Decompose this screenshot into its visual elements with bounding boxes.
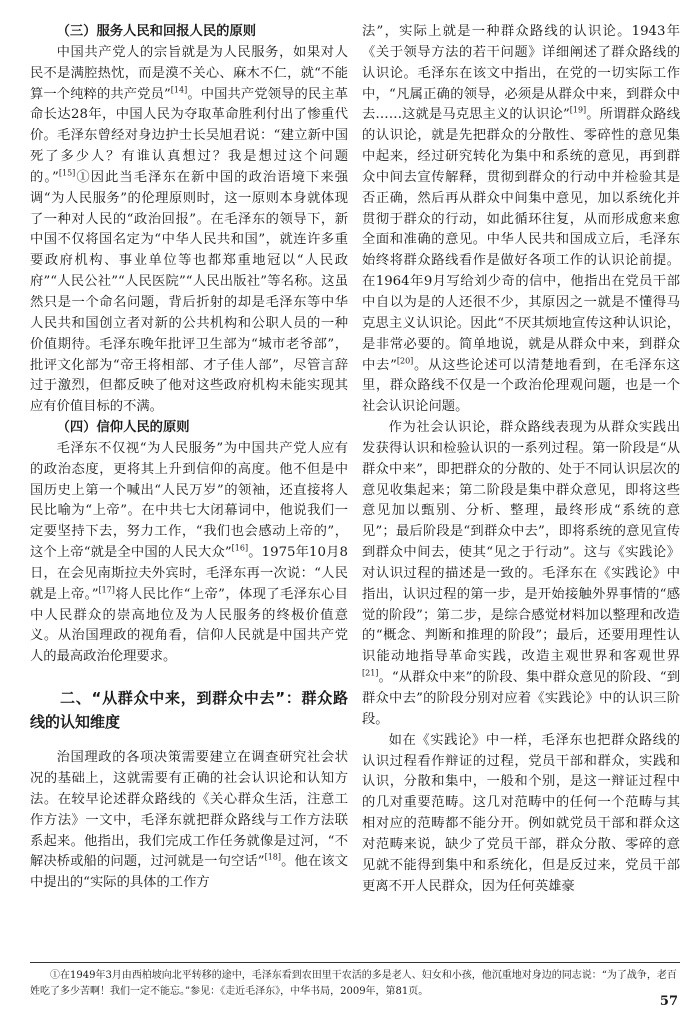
citation: [19]	[569, 105, 587, 115]
section-title: 二、“从群众中来，到群众中去”：群众路线的认知维度	[30, 689, 348, 732]
citation: [15]	[58, 168, 76, 178]
subsection-heading-3: （三）服务人民和回报人民的原则	[56, 24, 257, 39]
citation: [14]	[170, 85, 188, 95]
footnote: ①在1949年3月由西柏坡向北平转移的途中，毛泽东看到农田里干农活的多是老人、妇女和小孩，他沉重地对身边的同志说：“为了战争，老百姓吃了多少苦啊！我们一定不能忘。”参见：《走近毛泽东》，中华书局，2009年，第81页。	[30, 962, 680, 1000]
page-number: 57	[659, 994, 678, 1009]
citation: [18]	[264, 852, 281, 862]
paragraph: 毛泽东不仅视“为人民服务”为中国共产党人应有的政治态度，更将其上升到信仰的高度。他不但是中国历史上第一个喊出“人民万岁”的领袖，还直接将人民比喻为“上帝”。在中共七大闭幕词中，他说我们一定要坚持下去，努力工作，“我们也会感动上帝的”，这个上帝“就是全中国的人民大众”[16]。1975年10月8日，在会见南斯拉夫外宾时，毛泽东再一次说：“人民就是上帝。”[17]将人民比作“上帝”，体现了毛泽东心目中人民群众的崇高地位及为人民服务的终极价值意义。从治国理政的视角看，信仰人民就是中国共产党人的最高政治伦理要求。	[30, 440, 348, 665]
paragraph: 如在《实践论》中一样，毛泽东也把群众路线的认识过程看作辩证的过程，党员干部和群众，实践和认识，分散和集中，一般和个别，是这一辩证过程中的几对重要范畴。这几对范畴中的任何一个范畴与其相对应的范畴都不能分开。例如就党员干部和群众这对范畴来说，缺少了党员干部，群众分散、零碎的意见就不能得到集中和系统化，但是反过来，党员干部更离不开人民群众，因为任何英雄豪	[362, 732, 680, 894]
left-column	[30, 22, 348, 894]
subsection-heading-4: （四）信仰人民的原则	[56, 420, 190, 436]
paragraph: 作为社会认识论，群众路线表现为从群众实践出发获得认识和检验认识的一系列过程。第一阶段是“从群众中来”，即把群众的分散的、处于不同认识层次的意见收集起来；第二阶段是集中群众意见，即将这些意见加以甄别、分析、整理，最终形成“系统的意见”；最后阶段是“到群众中去”，即将系统的意见宣传到群众中间去，使其“见之于行动”。这与《实践论》对认识过程的描述是一致的。毛泽东在《实践论》中指出，认识过程的第一步，是开始接触外界事情的“感觉的阶段”；第二步，是综合感觉材料加以整理和改造的“概念、判断和推理的阶段”；最后，还要用理性认识能动地指导革命实践，改造主观世界和客观世界[21]。“从群众中来”的阶段、集中群众意见的阶段、“到群众中去”的阶段分别对应着《实践论》中的认识三阶段。	[362, 420, 680, 727]
citation: [16]	[231, 543, 249, 553]
citation: [20]	[396, 356, 414, 366]
paragraph: 治国理政的各项决策需要建立在调查研究社会状况的基础上，这就需要有正确的社会认识论和认知方法。在较早论述群众路线的《关心群众生活，注意工作方法》一文中，毛泽东就把群众路线与工作方法联系起来。他指出，我们完成工作任务就像是过河，“不解决桥或船的问题，过河就是一句空话”[18]。他在该文中提出的“实际的具体的工作方	[30, 750, 348, 891]
citation: [17]	[98, 585, 115, 595]
right-column	[362, 22, 680, 897]
paragraph: 中国共产党人的宗旨就是为人民服务，如果对人民不是满腔热忱，而是漠不关心、麻木不仁，就“不能算一个纯粹的共产党员”[14]。中国共产党领导的民主革命长达28年，中国人民为夺取革命胜利付出了惨重代价。毛泽东曾经对身边护士长吴旭君说：“建立新中国死了多少人？有谁认真想过？我是想过这个问题的。”[15]①因此当毛泽东在新中国的政治语境下来强调“为人民服务”的伦理原则时，这一原则本身就体现了一种对人民的“政治回报”。在毛泽东的领导下，新中国不仅将国名定为“中华人民共和国”，就连许多重要政府机构、事业单位等也都郑重地冠以“人民政府”“人民公社”“人民医院”“人民出版社”等名称。这虽然只是一个命名问题，背后折射的却是毛泽东等中华人民共和国创立者对新的公共机构和公职人员的一种价值期待。毛泽东晚年批评卫生部为“城市老爷部”，批评文化部为“帝王将相部、才子佳人部”，尽管言辞过于激烈，但都反映了他对这些政府机构未能实现其应有价值目标的不满。	[30, 44, 348, 415]
paragraph: 法”，实际上就是一种群众路线的认识论。1943年《关于领导方法的若干问题》详细阐述了群众路线的认识论。毛泽东在该文中指出，在党的一切实际工作中，“凡属正确的领导，必须是从群众中来，到群众中去……这就是马克思主义的认识论”[19]。所谓群众路线的认识论，就是先把群众的分散性、零碎性的意见集中起来，经过研究转化为集中和系统的意见，再到群众中间去宣传解释，贯彻到群众的行动中并检验其是否正确，然后再从群众中间集中意见，加以系统化并贯彻于群众的行动，如此循环往复，从而形成愈来愈全面和准确的意见。中华人民共和国成立后，毛泽东始终将群众路线看作是做好各项工作的认识论前提。在1964年9月写给刘少奇的信中，他指出在党员干部中自以为是的人还很不少，其原因之一就是不懂得马克思主义认识论。因此“不厌其烦地宣传这种认识论，是非常必要的。简单地说，就是从群众中来，到群众中去”[20]。从这些论述可以清楚地看到，在毛泽东这里，群众路线不仅是一个政治伦理观问题，也是一个社会认识论问题。	[362, 24, 680, 415]
citation: [21]	[362, 668, 379, 678]
